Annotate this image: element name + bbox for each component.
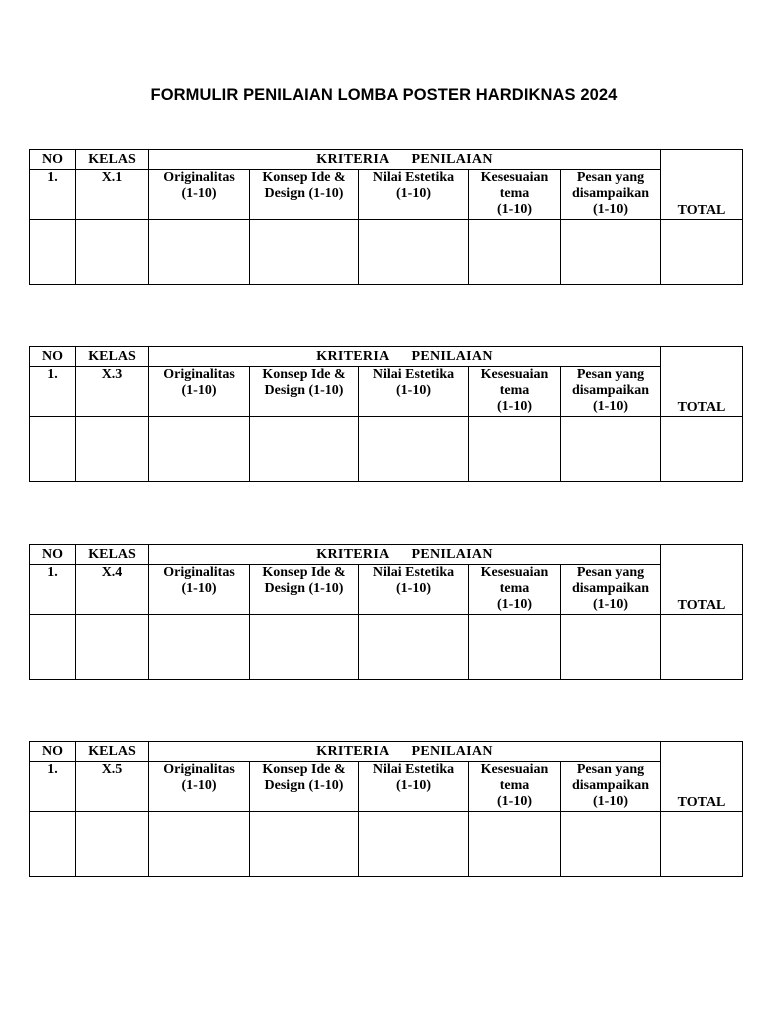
score-cell[interactable] [30,812,76,877]
row-number: 1. [30,762,76,812]
score-cell[interactable] [250,220,359,285]
criteria-label [250,565,359,615]
header-total: TOTAL [661,742,743,812]
criteria-label [561,565,661,615]
score-cell[interactable] [76,220,149,285]
criteria-label [149,565,250,615]
criteria-text: Nilai Estetika (1-10) [372,565,455,596]
criteria-text: Konsep Ide & Design (1-10) [262,367,346,398]
score-cell[interactable] [661,220,743,285]
criteria-label [359,565,469,615]
header-kriteria: KRITERIA [316,151,390,167]
criteria-label [469,565,561,615]
criteria-text: Nilai Estetika (1-10) [372,170,455,201]
score-cell[interactable] [469,615,561,680]
header-no: NO [30,150,76,170]
row-number: 1. [30,565,76,615]
class-name: X.3 [76,367,149,417]
row-number: 1. [30,367,76,417]
score-cell[interactable] [76,417,149,482]
criteria-text: Konsep Ide & Design (1-10) [262,170,346,201]
header-no: NO [30,545,76,565]
score-cell[interactable] [469,812,561,877]
score-cell[interactable] [149,220,250,285]
header-kriteria-penilaian [149,742,661,762]
score-cell[interactable] [661,615,743,680]
criteria-label [250,367,359,417]
score-table [29,544,743,680]
header-penilaian: PENILAIAN [411,546,493,562]
header-kriteria-penilaian [149,347,661,367]
score-cell[interactable] [149,417,250,482]
header-total: TOTAL [661,347,743,417]
criteria-label [250,762,359,812]
criteria-text: Nilai Estetika (1-10) [372,762,455,793]
score-cell[interactable] [76,615,149,680]
criteria-text: Pesan yang disampaikan (1-10) [572,565,650,612]
criteria-text: Originalitas (1-10) [163,170,235,201]
header-kriteria: KRITERIA [316,348,390,364]
header-kelas: KELAS [76,150,149,170]
header-kriteria-penilaian [149,545,661,565]
criteria-text: Kesesuaian tema (1-10) [480,170,549,217]
criteria-text: Konsep Ide & Design (1-10) [262,565,346,596]
score-cell[interactable] [76,812,149,877]
score-cell[interactable] [561,220,661,285]
header-no: NO [30,347,76,367]
criteria-text: Originalitas (1-10) [163,367,235,398]
header-kelas: KELAS [76,545,149,565]
score-cell[interactable] [250,615,359,680]
criteria-label [561,367,661,417]
criteria-label [359,170,469,220]
header-total: TOTAL [661,150,743,220]
class-name: X.5 [76,762,149,812]
criteria-label [561,170,661,220]
criteria-text: Originalitas (1-10) [163,762,235,793]
criteria-label [561,762,661,812]
header-total: TOTAL [661,545,743,615]
score-cell[interactable] [30,417,76,482]
criteria-label [149,367,250,417]
criteria-text: Pesan yang disampaikan (1-10) [572,762,650,809]
score-cell[interactable] [250,417,359,482]
criteria-text: Kesesuaian tema (1-10) [480,762,549,809]
criteria-label [250,170,359,220]
header-kelas: KELAS [76,742,149,762]
score-cell[interactable] [359,812,469,877]
row-number: 1. [30,170,76,220]
score-table [29,149,743,285]
score-cell[interactable] [149,615,250,680]
score-cell[interactable] [561,417,661,482]
score-cell[interactable] [30,220,76,285]
score-cell[interactable] [561,812,661,877]
criteria-text: Kesesuaian tema (1-10) [480,367,549,414]
score-cell[interactable] [359,615,469,680]
score-cell[interactable] [359,220,469,285]
criteria-label [469,170,561,220]
score-cell[interactable] [469,220,561,285]
header-penilaian: PENILAIAN [411,348,493,364]
header-no: NO [30,742,76,762]
header-penilaian: PENILAIAN [411,743,493,759]
score-cell[interactable] [30,615,76,680]
score-table [29,741,743,877]
score-cell[interactable] [250,812,359,877]
criteria-text: Konsep Ide & Design (1-10) [262,762,346,793]
score-cell[interactable] [149,812,250,877]
score-cell[interactable] [661,812,743,877]
criteria-label [149,170,250,220]
criteria-text: Pesan yang disampaikan (1-10) [572,367,650,414]
score-cell[interactable] [359,417,469,482]
criteria-text: Kesesuaian tema (1-10) [480,565,549,612]
page-title: FORMULIR PENILAIAN LOMBA POSTER HARDIKNAS 2024 [150,86,618,104]
score-table [29,346,743,482]
header-kriteria: KRITERIA [316,743,390,759]
header-penilaian: PENILAIAN [411,151,493,167]
criteria-label [149,762,250,812]
criteria-label [469,367,561,417]
criteria-label [359,762,469,812]
score-cell[interactable] [469,417,561,482]
score-cell[interactable] [561,615,661,680]
class-name: X.1 [76,170,149,220]
header-kelas: KELAS [76,347,149,367]
class-name: X.4 [76,565,149,615]
criteria-text: Pesan yang disampaikan (1-10) [572,170,650,217]
header-kriteria-penilaian [149,150,661,170]
header-kriteria: KRITERIA [316,546,390,562]
score-cell[interactable] [661,417,743,482]
criteria-label [359,367,469,417]
criteria-label [469,762,561,812]
criteria-text: Originalitas (1-10) [163,565,235,596]
criteria-text: Nilai Estetika (1-10) [372,367,455,398]
